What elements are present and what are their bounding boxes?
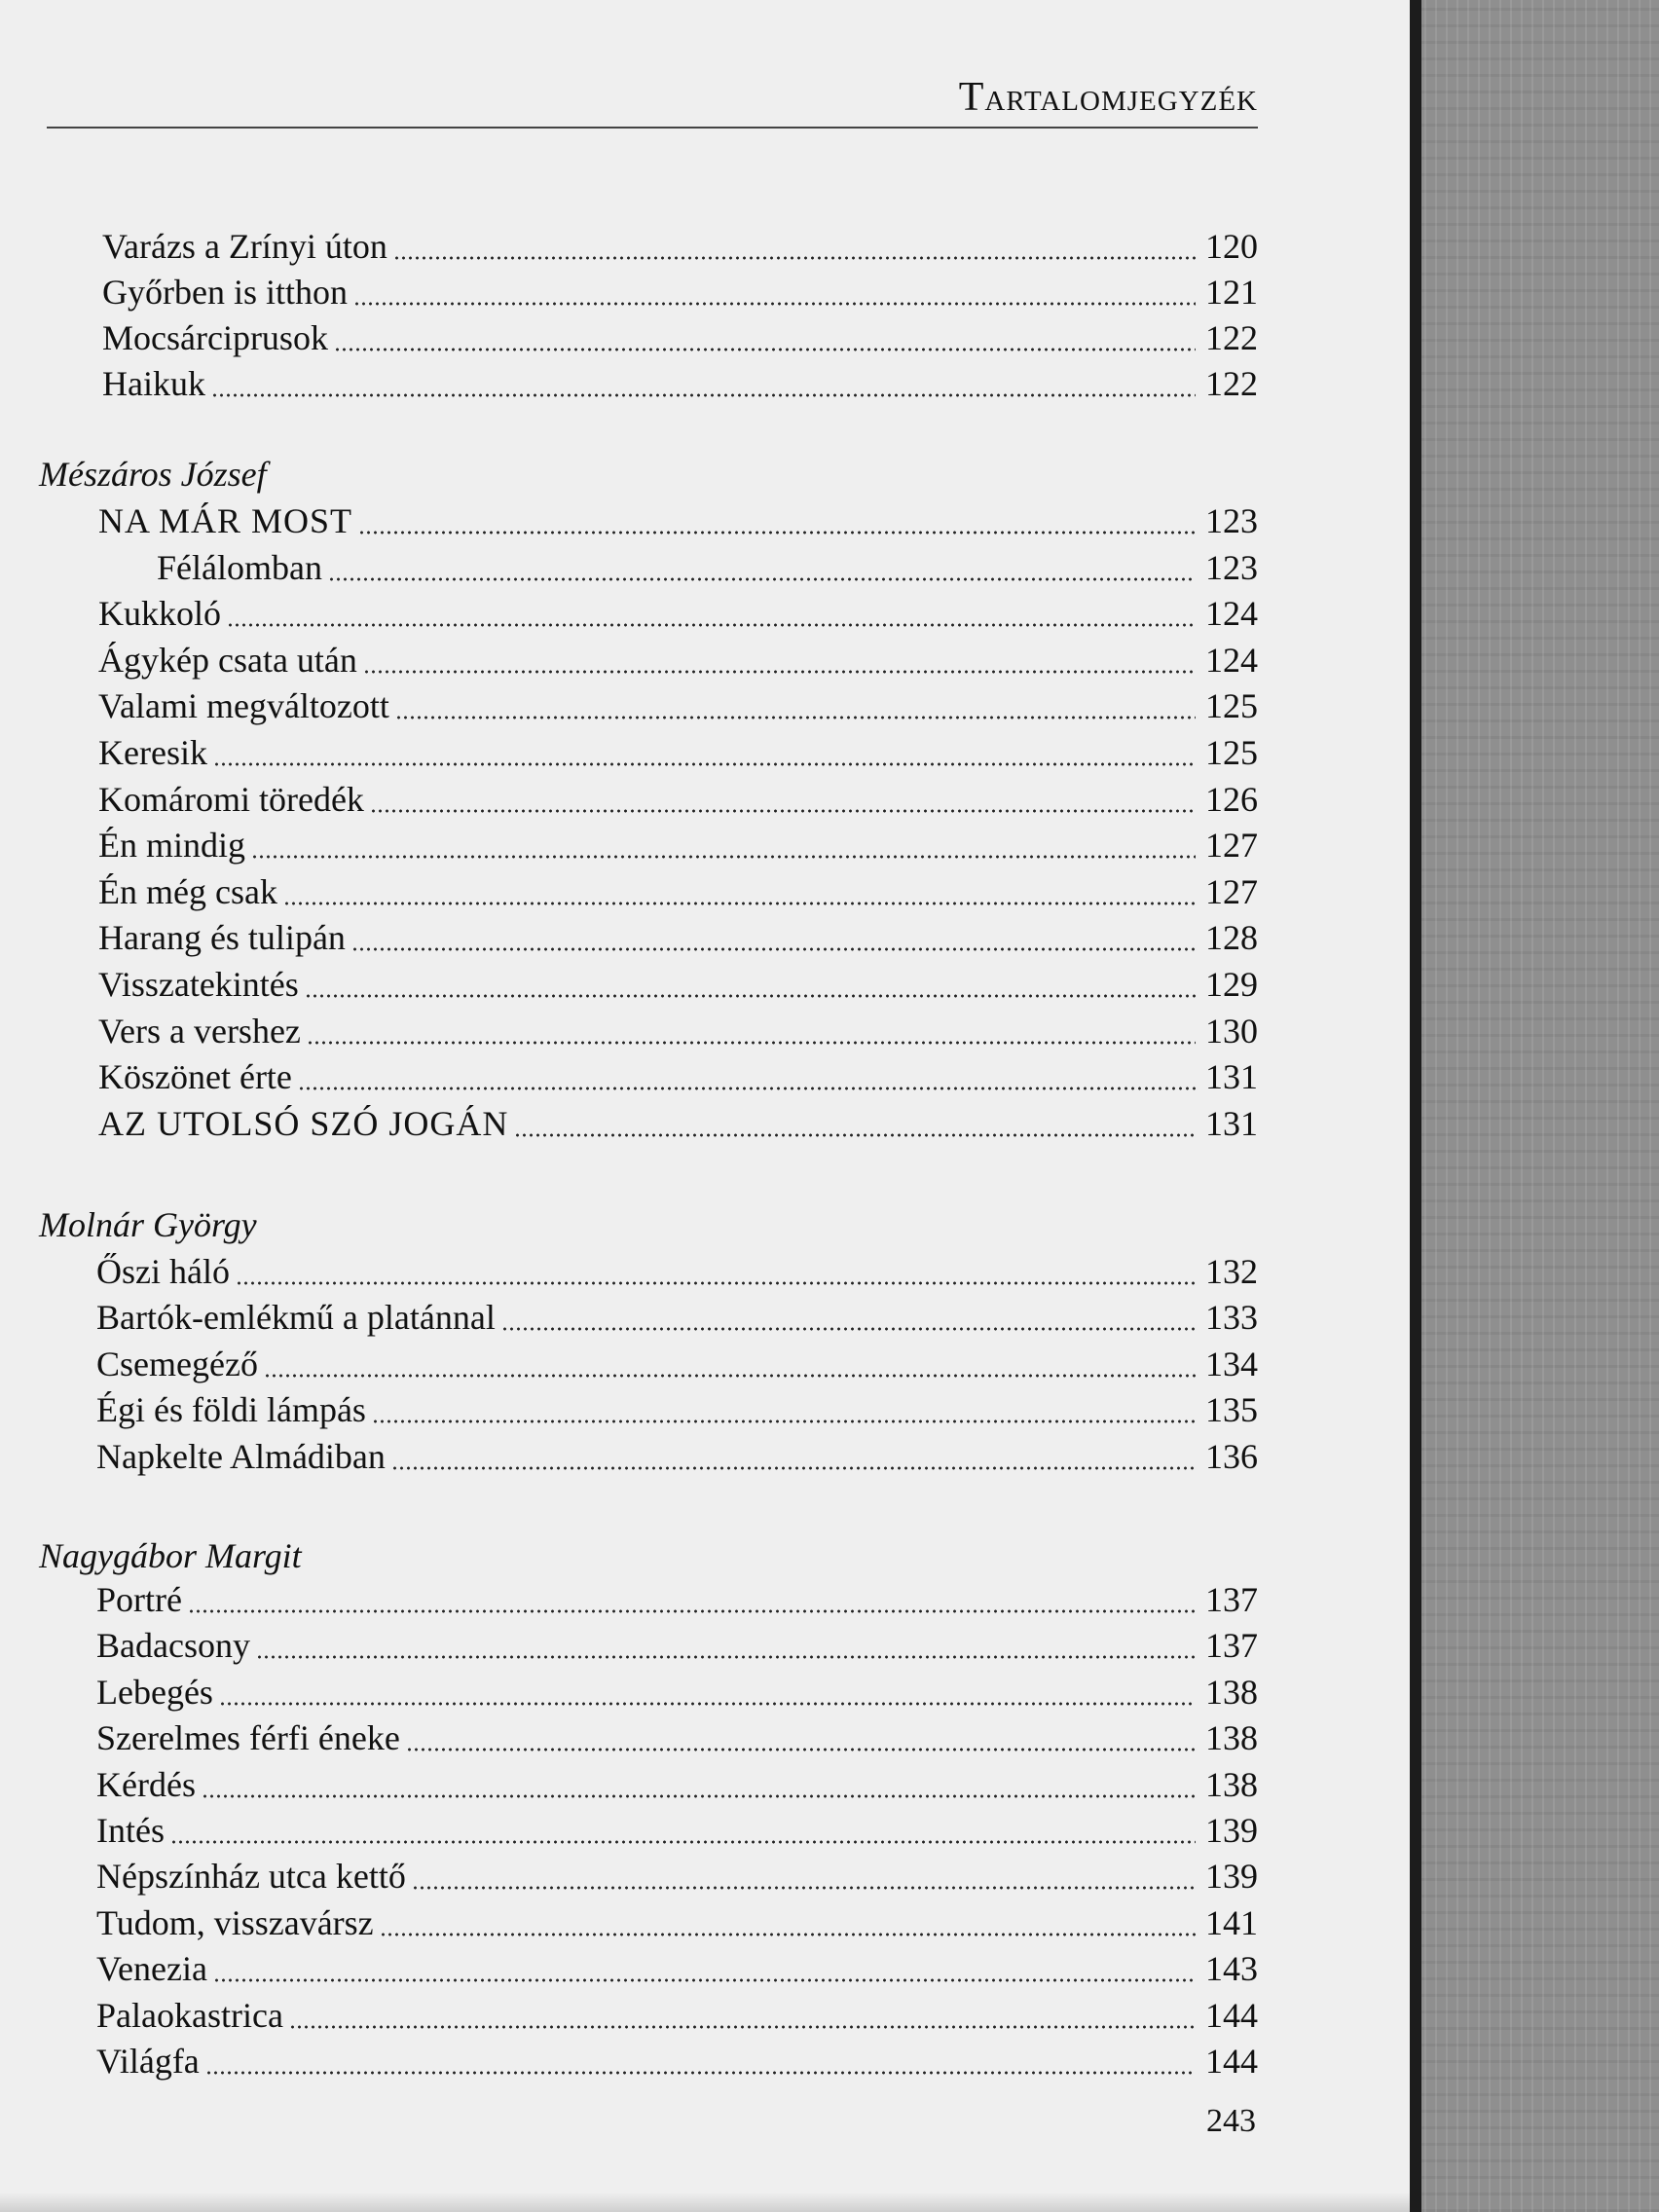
entry-title: Venezia [96,1949,207,1988]
dot-leader [380,1932,1196,1937]
entry-title: AZ UTOLSÓ SZÓ JOGÁN [98,1104,509,1143]
dot-leader [202,1793,1196,1799]
toc-entry [96,1672,1258,1717]
entry-title: Népszínház utca kettő [96,1857,406,1896]
dot-leader [256,1654,1196,1660]
entry-title: Őszi háló [96,1252,230,1291]
entry-page-number: 125 [1205,733,1258,772]
toc-entry [98,640,1258,685]
toc-entry [157,547,1258,593]
entry-title: Én még csak [98,872,277,911]
toc-entry [96,1995,1258,2041]
toc-entry [96,1902,1258,1948]
entry-title: Égi és földi lámpás [96,1390,366,1429]
dot-leader [251,854,1196,860]
entry-title: Badacsony [96,1626,250,1665]
entry-page-number: 125 [1205,686,1258,725]
entry-page-number: 127 [1205,872,1258,911]
dot-leader [170,1839,1196,1845]
entry-title: Valami megváltozott [98,686,389,725]
dot-leader [334,347,1196,352]
entry-page-number: 138 [1205,1718,1258,1757]
running-header [47,70,1258,129]
toc-entry [96,1856,1258,1901]
toc-entry [98,1056,1258,1102]
entry-title: Félálomban [157,548,322,587]
toc-entry [98,779,1258,825]
entry-page-number: 126 [1205,780,1258,819]
dot-leader [211,392,1196,398]
toc-entry [98,685,1258,731]
dot-leader [358,530,1196,535]
toc-entry [96,1948,1258,1994]
entry-page-number: 127 [1205,826,1258,865]
entry-page-number: 144 [1205,1996,1258,2035]
author-name: Mészáros József [39,455,267,494]
entry-page-number: 139 [1205,1811,1258,1850]
dot-leader [219,1701,1196,1707]
dot-leader [213,761,1196,767]
entry-title: Varázs a Zrínyi úton [102,227,387,266]
dot-leader [406,1747,1196,1752]
dot-leader [351,946,1196,952]
dot-leader [227,622,1196,628]
dot-leader [305,993,1196,999]
dot-leader [289,2024,1196,2030]
toc-entry [96,1389,1258,1435]
dot-leader [372,1419,1196,1424]
entry-title: Világfa [96,2042,200,2081]
entry-title: Lebegés [96,1673,213,1712]
dot-leader [501,1326,1196,1332]
toc-entry [96,1436,1258,1482]
entry-page-number: 123 [1205,501,1258,540]
entry-title: Köszönet érte [98,1057,292,1096]
entry-title: Én mindig [98,826,245,865]
toc-entry [96,1297,1258,1343]
toc-entry [96,1579,1258,1625]
header-title: Tartalomjegyzék [958,75,1258,120]
entry-page-number: 139 [1205,1857,1258,1896]
entry-title: Vers a vershez [98,1012,301,1051]
toc-entry [96,1344,1258,1389]
entry-title: Ágykép csata után [98,641,357,680]
entry-page-number: 138 [1205,1673,1258,1712]
entry-page-number: 134 [1205,1345,1258,1383]
entry-page-number: 120 [1205,227,1258,266]
toc-entry [96,1625,1258,1671]
dot-leader [514,1132,1196,1138]
entry-page-number: 133 [1205,1298,1258,1337]
dot-leader [412,1885,1196,1891]
dot-leader [328,576,1196,582]
toc-entry [96,1717,1258,1763]
dot-leader [393,255,1196,261]
page-bottom-edge [0,2193,1410,2212]
entry-title: Kérdés [96,1765,196,1804]
entry-page-number: 143 [1205,1949,1258,1988]
entry-page-number: 138 [1205,1765,1258,1804]
dot-leader [395,715,1196,720]
toc-entry [96,1764,1258,1810]
entry-page-number: 136 [1205,1437,1258,1476]
dot-leader [298,1086,1196,1091]
entry-title: Keresik [98,733,207,772]
entry-title: Győrben is itthon [102,273,348,312]
dot-leader [363,669,1196,675]
entry-page-number: 122 [1205,364,1258,403]
author-name: Molnár György [39,1205,257,1244]
toc-entry [102,317,1258,363]
entry-page-number: 124 [1205,594,1258,633]
entry-title: Mocsárciprusok [102,318,328,357]
entry-title: Intés [96,1811,165,1850]
toc-entry [102,226,1258,272]
entry-page-number: 144 [1205,2042,1258,2081]
entry-page-number: 131 [1205,1057,1258,1096]
toc-entry [102,272,1258,317]
toc-entry [98,871,1258,917]
toc-entry [96,1810,1258,1856]
entry-page-number: 135 [1205,1390,1258,1429]
toc-entry [102,363,1258,409]
entry-page-number: 128 [1205,918,1258,957]
toc-entry [98,1103,1258,1149]
page-number: 243 [1206,2103,1256,2139]
page-edge [1410,0,1421,2212]
entry-page-number: 122 [1205,318,1258,357]
toc-entry [98,593,1258,639]
dot-leader [236,1280,1196,1286]
entry-title: Napkelte Almádiban [96,1437,386,1476]
dot-leader [264,1373,1196,1379]
entry-page-number: 131 [1205,1104,1258,1143]
toc-entry [98,1011,1258,1056]
toc-entry [98,732,1258,778]
background-texture [1414,0,1659,2212]
entry-title: Komáromi töredék [98,780,364,819]
entry-title: Harang és tulipán [98,918,346,957]
toc-entry [98,500,1258,546]
toc-entry [98,964,1258,1010]
entry-title: Palaokastrica [96,1996,283,2035]
dot-leader [205,2070,1196,2076]
entry-title: Portré [96,1580,182,1619]
dot-leader [391,1465,1196,1471]
entry-title: Bartók-emlékmű a platánnal [96,1298,496,1337]
entry-title: NA MÁR MOST [98,501,353,540]
entry-page-number: 132 [1205,1252,1258,1291]
entry-page-number: 130 [1205,1012,1258,1051]
entry-page-number: 141 [1205,1903,1258,1942]
entry-title: Haikuk [102,364,205,403]
entry-title: Szerelmes férfi éneke [96,1718,400,1757]
entry-title: Csemegéző [96,1345,258,1383]
entry-page-number: 121 [1205,273,1258,312]
author-name: Nagygábor Margit [39,1536,302,1575]
toc-entry [98,917,1258,963]
toc-entry [98,825,1258,870]
dot-leader [353,301,1196,307]
entry-page-number: 123 [1205,548,1258,587]
dot-leader [307,1040,1196,1046]
entry-page-number: 129 [1205,965,1258,1004]
entry-title: Visszatekintés [98,965,299,1004]
entry-page-number: 137 [1205,1626,1258,1665]
dot-leader [188,1608,1196,1614]
dot-leader [213,1977,1196,1983]
toc-entry [96,2041,1258,2086]
entry-page-number: 137 [1205,1580,1258,1619]
entry-title: Kukkoló [98,594,221,633]
dot-leader [283,901,1196,906]
entry-page-number: 124 [1205,641,1258,680]
dot-leader [370,808,1196,814]
entry-title: Tudom, visszavársz [96,1903,374,1942]
toc-entry [96,1251,1258,1297]
